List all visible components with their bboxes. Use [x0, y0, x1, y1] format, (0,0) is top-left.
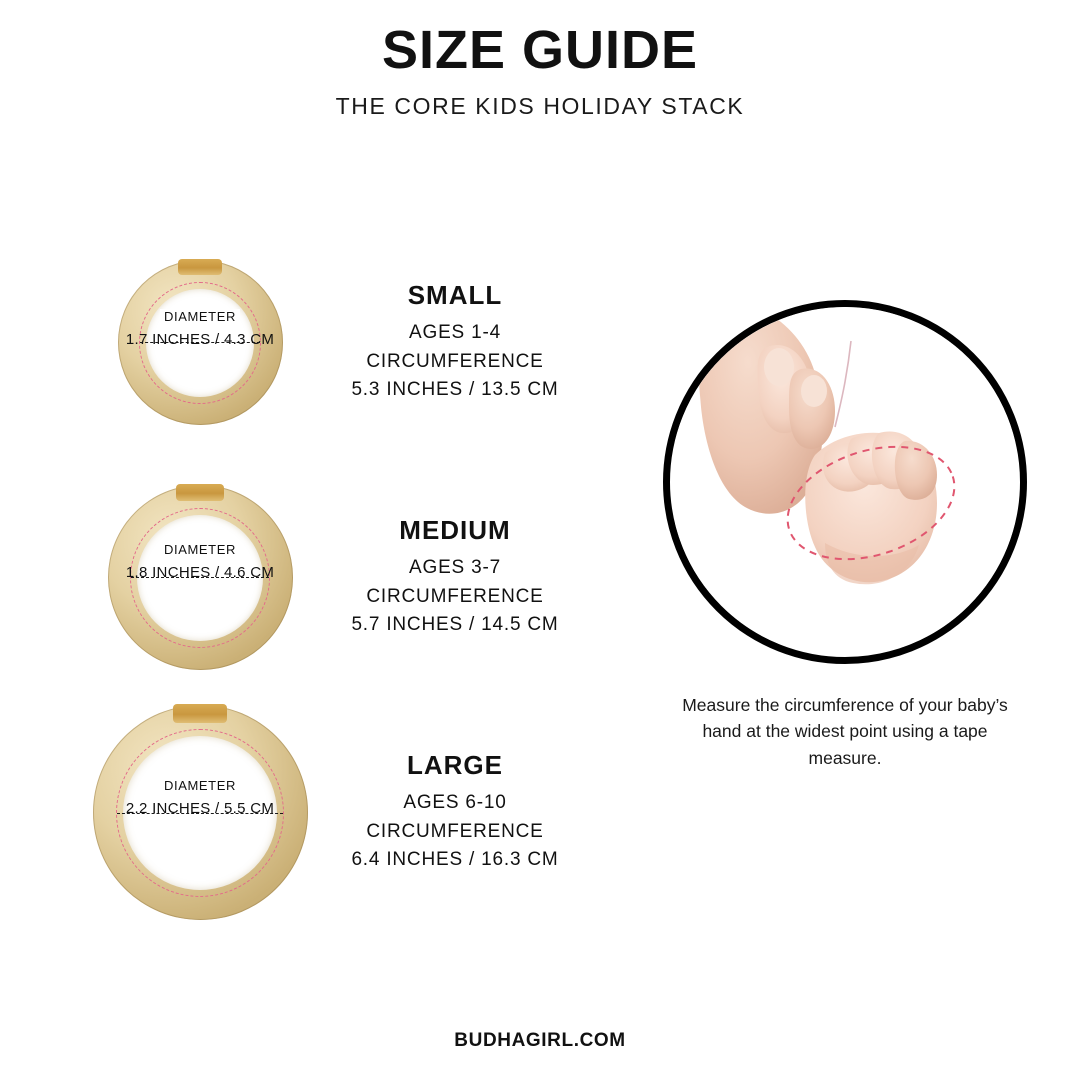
footer-website[interactable]: BUDHAGIRL.COM — [454, 1030, 626, 1051]
diameter-label: DIAMETER — [160, 542, 240, 557]
size-name: MEDIUM — [399, 515, 511, 546]
measure-instruction-panel — [650, 300, 1040, 771]
diameter-annotation — [126, 777, 274, 817]
hand-measuring-illustration-icon — [675, 307, 1015, 647]
measure-photo — [663, 300, 1027, 664]
size-ages: AGES 1-4 — [409, 322, 501, 344]
size-info-medium — [330, 470, 580, 685]
size-info-large — [330, 705, 580, 920]
diameter-value: 1.7 INCHES / 4.3 CM — [125, 331, 275, 348]
circumference-label: CIRCUMFERENCE — [366, 820, 544, 842]
diameter-value: 1.8 INCHES / 4.6 CM — [125, 564, 275, 581]
bangle-ring-large — [93, 705, 308, 920]
bangle-diagram-medium — [75, 470, 325, 685]
diameter-value: 2.2 INCHES / 5.5 CM — [125, 800, 275, 817]
circumference-label: CIRCUMFERENCE — [366, 350, 544, 372]
bangle-diagram-small — [75, 235, 325, 450]
page-subtitle: THE CORE KIDS HOLIDAY STACK — [335, 92, 745, 119]
circumference-value: 5.3 INCHES / 13.5 CM — [351, 379, 559, 401]
size-name: LARGE — [407, 750, 503, 781]
size-ages: AGES 3-7 — [409, 557, 501, 579]
diameter-annotation — [126, 308, 274, 348]
bangle-ring-medium — [108, 485, 293, 670]
diameter-annotation — [126, 541, 274, 581]
size-name: SMALL — [407, 280, 503, 311]
measure-photo-inner — [670, 307, 1020, 657]
bangle-ring-small — [118, 260, 283, 425]
page-title: SIZE GUIDE — [381, 20, 699, 80]
circumference-label: CIRCUMFERENCE — [366, 585, 544, 607]
bangle-clasp-icon — [173, 704, 227, 723]
size-info-small — [330, 235, 580, 450]
bangle-diagram-large — [75, 705, 325, 920]
diameter-label: DIAMETER — [160, 309, 240, 324]
circumference-value: 5.7 INCHES / 14.5 CM — [351, 614, 559, 636]
diameter-label: DIAMETER — [160, 778, 240, 793]
size-ages: AGES 6-10 — [403, 792, 507, 814]
bangle-clasp-icon — [176, 484, 224, 501]
page-header — [0, 22, 1080, 120]
circumference-value: 6.4 INCHES / 16.3 CM — [351, 849, 559, 871]
bangle-clasp-icon — [178, 259, 222, 275]
measure-caption: Measure the circumference of your baby’s hand at the widest point using a tape measure. — [682, 695, 1008, 768]
